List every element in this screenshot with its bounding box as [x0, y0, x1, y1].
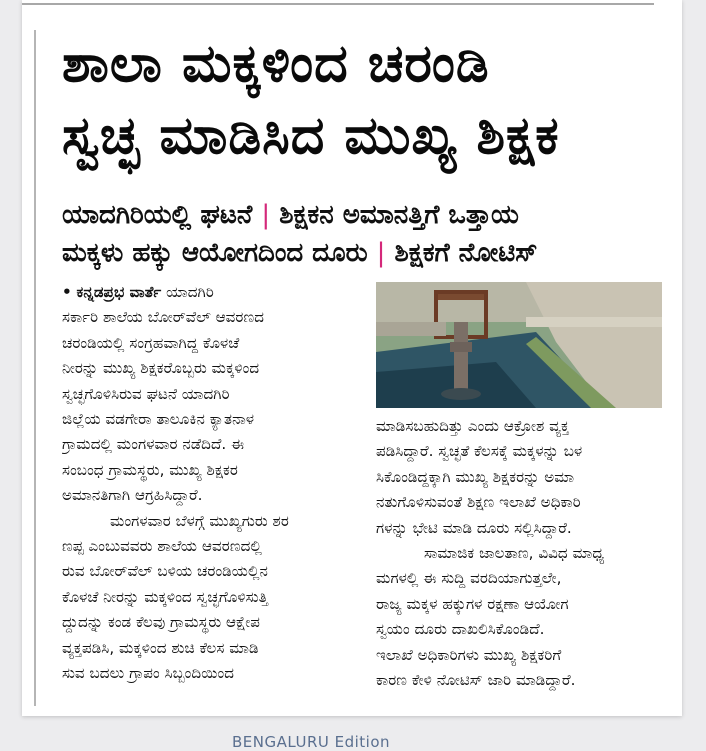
separator: | — [261, 200, 271, 230]
article-line: ಸ್ವಯಂ ದೂರು ದಾಖಲಿಸಿಕೊಂಡಿದೆ. — [376, 620, 545, 639]
byline — [62, 280, 388, 305]
subheadline-part: ಮಕ್ಕಳು ಹಕ್ಕು ಆಯೋಗದಿಂದ ದೂರು — [62, 238, 368, 268]
article-line: ರುವ ಬೋರ್‌ವೆಲ್ ಬಳಿಯ ಚರಂಡಿಯಲ್ಲಿನ — [62, 562, 268, 581]
paragraph-4 — [376, 541, 674, 693]
article-right-column — [376, 414, 674, 693]
article-line: ಸಂಬಂಧ ಗ್ರಾಮಸ್ಥರು, ಮುಖ್ಯ ಶಿಕ್ಷಕರ — [62, 460, 238, 479]
article-line: ರಾಜ್ಯ ಮಕ್ಕಳ ಹಕ್ಕುಗಳ ರಕ್ಷಣಾ ಆಯೋಗ — [376, 594, 569, 613]
paragraph-3 — [376, 414, 674, 541]
article-line: ಸ್ವಚ್ಛಗೊಳಿಸಿರುವ ಘಟನೆ ಯಾದಗಿರಿ — [62, 384, 230, 403]
article-line: ಣಪ್ಪ ಎಂಬುವವರು ಶಾಲೆಯ ಆವರಣದಲ್ಲಿ — [62, 537, 262, 556]
article-line: ಮಂಗಳವಾರ ಬೆಳಗ್ಗೆ ಮುಖ್ಯಗುರು ಶರ — [110, 511, 289, 530]
article-line: ಕಾರಣ ಕೇಳಿ ನೋಟಿಸ್ ಜಾರಿ ಮಾಡಿದ್ದಾರೆ. — [376, 671, 576, 690]
article-line: ನತುಗೊಳಿಸುವಂತೆ ಶಿಕ್ಷಣ ಇಲಾಖೆ ಅಧಿಕಾರಿ — [376, 493, 581, 512]
separator: | — [376, 238, 386, 268]
newspaper-clipping — [22, 0, 682, 716]
drain-photo-illustration — [376, 282, 662, 408]
headline-line-2: ಸ್ವಚ್ಛ ಮಾಡಿಸಿದ ಮುಖ್ಯ ಶಿಕ್ಷಕ — [62, 106, 560, 166]
subheadline-line-2 — [62, 234, 678, 272]
article-left-column — [62, 280, 388, 687]
article-line: ಸಿಕೊಂಡಿದ್ದಕ್ಕಾಗಿ ಮುಖ್ಯ ಶಿಕ್ಷಕರನ್ನು ಅಮಾ — [376, 467, 575, 486]
news-photo — [376, 282, 662, 408]
article-line: ಚರಂಡಿಯಲ್ಲಿ ಸಂಗ್ರಹವಾಗಿದ್ದ ಕೊಳಚೆ — [62, 333, 240, 352]
subheadline-part: ಶಿಕ್ಷಕಗೆ ನೋಟಿಸ್ — [394, 238, 538, 268]
top-divider — [22, 3, 654, 5]
subheadline-line-1 — [62, 196, 678, 234]
byline-paper: ಕನ್ನಡಪ್ರಭ ವಾರ್ತೆ — [76, 283, 162, 301]
article-line: ಅಮಾನತಿಗಾಗಿ ಆಗ್ರಹಿಸಿದ್ದಾರೆ. — [62, 486, 203, 505]
article-line: ಮಗಳಲ್ಲಿ ಈ ಸುದ್ದಿ ವರದಿಯಾಗುತ್ತಲೇ, — [376, 569, 562, 588]
headline-line-1: ಶಾಲಾ ಮಕ್ಕಳಿಂದ ಚರಂಡಿ — [62, 34, 490, 94]
article-line: ಇಲಾಖೆ ಅಧಿಕಾರಿಗಳು ಮುಖ್ಯ ಶಿಕ್ಷಕರಿಗೆ — [376, 645, 562, 664]
article-line: ವ್ಯಕ್ತಪಡಿಸಿ, ಮಕ್ಕಳಿಂದ ಶುಚಿ ಕೆಲಸ ಮಾಡಿ — [62, 638, 259, 657]
headline — [62, 28, 678, 172]
subheadline — [62, 196, 678, 272]
article-line: ಗಳನ್ನು ಭೇಟಿ ಮಾಡಿ ದೂರು ಸಲ್ಲಿಸಿದ್ದಾರೆ. — [376, 518, 572, 537]
paragraph-2 — [62, 509, 388, 687]
article-line: ಜಿಲ್ಲೆಯ ವಡಗೇರಾ ತಾಲೂಕಿನ ಕ್ಯಾತನಾಳ — [62, 410, 255, 429]
paragraph-1 — [62, 305, 388, 508]
edition-label: BENGALURU Edition — [232, 733, 391, 751]
article-line: ಮಾಡಿಸಬಹುದಿತ್ತು ಎಂದು ಆಕ್ರೋಶ ವ್ಯಕ್ತ — [376, 417, 570, 435]
article-line: ಪಡಿಸಿದ್ದಾರೆ. ಸ್ವಚ್ಛತೆ ಕೆಲಸಕ್ಕೆ ಮಕ್ಕಳನ್ನು ಬಳ — [376, 442, 583, 461]
article-line: ನೀರನ್ನು ಮುಖ್ಯ ಶಿಕ್ಷಕರೊಬ್ಬರು ಮಕ್ಕಳಿಂದ — [62, 359, 260, 378]
subheadline-part: ಶಿಕ್ಷಕನ ಅಮಾನತ್ತಿಗೆ ಒತ್ತಾಯ — [279, 200, 519, 230]
byline-place: ಯಾದಗಿರಿ — [166, 283, 214, 301]
column-rule — [34, 30, 36, 706]
article-line: ಸುವ ಬದಲು ಗ್ರಾಪಂ ಸಿಬ್ಬಂದಿಯಿಂದ — [62, 664, 235, 683]
article-line: ಕೊಳಚೆ ನೀರನ್ನು ಮಕ್ಕಳಿಂದ ಸ್ವಚ್ಛಗೊಳಿಸುತ್ತಿ — [62, 587, 268, 606]
article-line: ಸರ್ಕಾರಿ ಶಾಲೆಯ ಬೋರ್‌ವೆಲ್ ಆವರಣದ — [62, 308, 265, 327]
article-line: ದ್ದುದನ್ನು ಕಂಡ ಕೆಲವು ಗ್ರಾಮಸ್ಥರು ಆಕ್ಷೇಪ — [62, 613, 260, 632]
article-line: ಗ್ರಾಮದಲ್ಲಿ ಮಂಗಳವಾರ ನಡೆದಿದೆ. ಈ — [62, 435, 245, 454]
byline-bullet: • — [62, 283, 72, 301]
article-line: ಸಾಮಾಜಿಕ ಜಾಲತಾಣ, ವಿವಿಧ ಮಾಧ್ಯ — [424, 544, 605, 563]
subheadline-part: ಯಾದಗಿರಿಯಲ್ಲಿ ಘಟನೆ — [62, 200, 253, 230]
